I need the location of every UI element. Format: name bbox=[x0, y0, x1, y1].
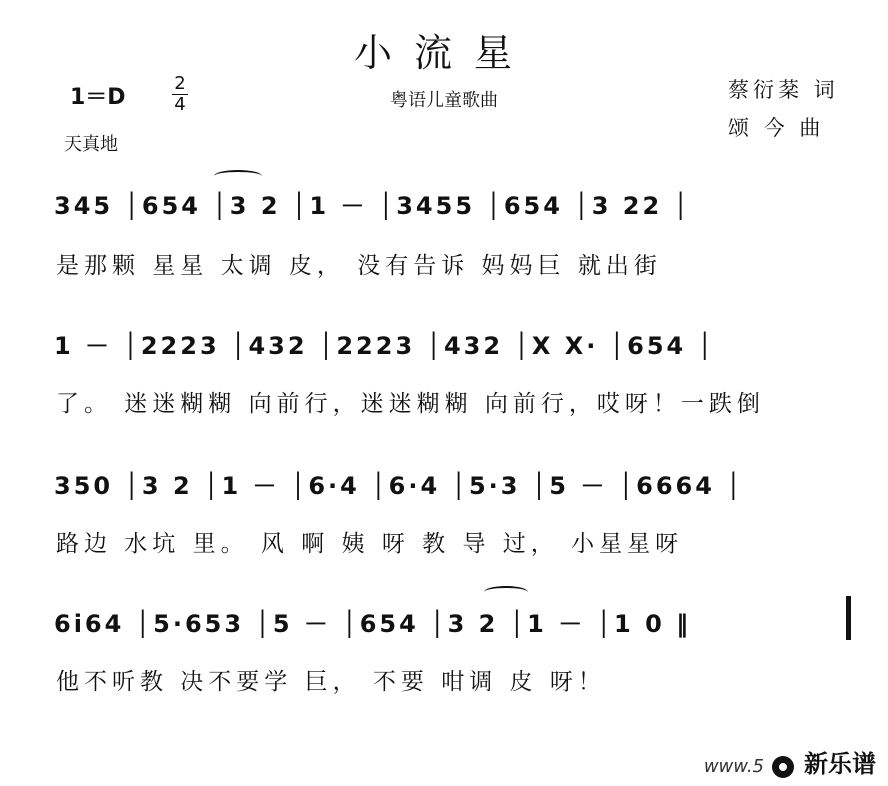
composer-credit: 颂 今 曲 bbox=[728, 116, 825, 140]
score-row-1-lyrics: 是那颗 星星 太调 皮， 没有告诉 妈妈巨 就出街 bbox=[56, 253, 662, 279]
tempo-marking: 天真地 bbox=[64, 134, 118, 155]
song-title: 小流星 bbox=[353, 31, 534, 75]
score-row-3-lyrics: 路边 水坑 里。 风 啊 姨 呀 教 导 过， 小星星呀 bbox=[56, 531, 684, 557]
score-row-1-notes: 345 │654 │3 2 │1 － │3455 │654 │3 22 │ bbox=[54, 192, 691, 220]
score-row-2-notes: 1 － │2223 │432 │2223 │432 │X X· │654 │ bbox=[54, 332, 716, 360]
lyricist-credit: 蔡衍棻 词 bbox=[728, 78, 839, 102]
time-signature-bottom: 4 bbox=[174, 94, 186, 115]
watermark-url: www.5 bbox=[703, 756, 764, 777]
song-subtitle: 粤语儿童歌曲 bbox=[390, 90, 498, 111]
watermark bbox=[704, 744, 876, 779]
tie-mark bbox=[484, 586, 528, 598]
key-signature: 1＝D bbox=[70, 85, 126, 110]
score-row-3-notes: 350 │3 2 │1 － │6·4 │6·4 │5·3 │5 － │6664 │ bbox=[54, 472, 744, 500]
score-row-4-lyrics: 他不听教 决不要学 巨， 不要 咁调 皮 呀！ bbox=[56, 669, 606, 695]
score-row-2-lyrics: 了。 迷迷糊糊 向前行，迷迷糊糊 向前行，哎呀！一跌倒 bbox=[56, 391, 765, 417]
tie-mark bbox=[214, 170, 262, 182]
time-signature-top: 2 bbox=[174, 73, 186, 94]
final-barline bbox=[846, 596, 851, 640]
watermark-brand: 新乐谱 bbox=[804, 750, 876, 778]
score-row-4-notes: 6i64 │5·653 │5 － │654 │3 2 │1 － │1 0 ‖ bbox=[54, 610, 692, 638]
record-disc-icon bbox=[772, 756, 794, 778]
time-signature bbox=[170, 74, 190, 115]
